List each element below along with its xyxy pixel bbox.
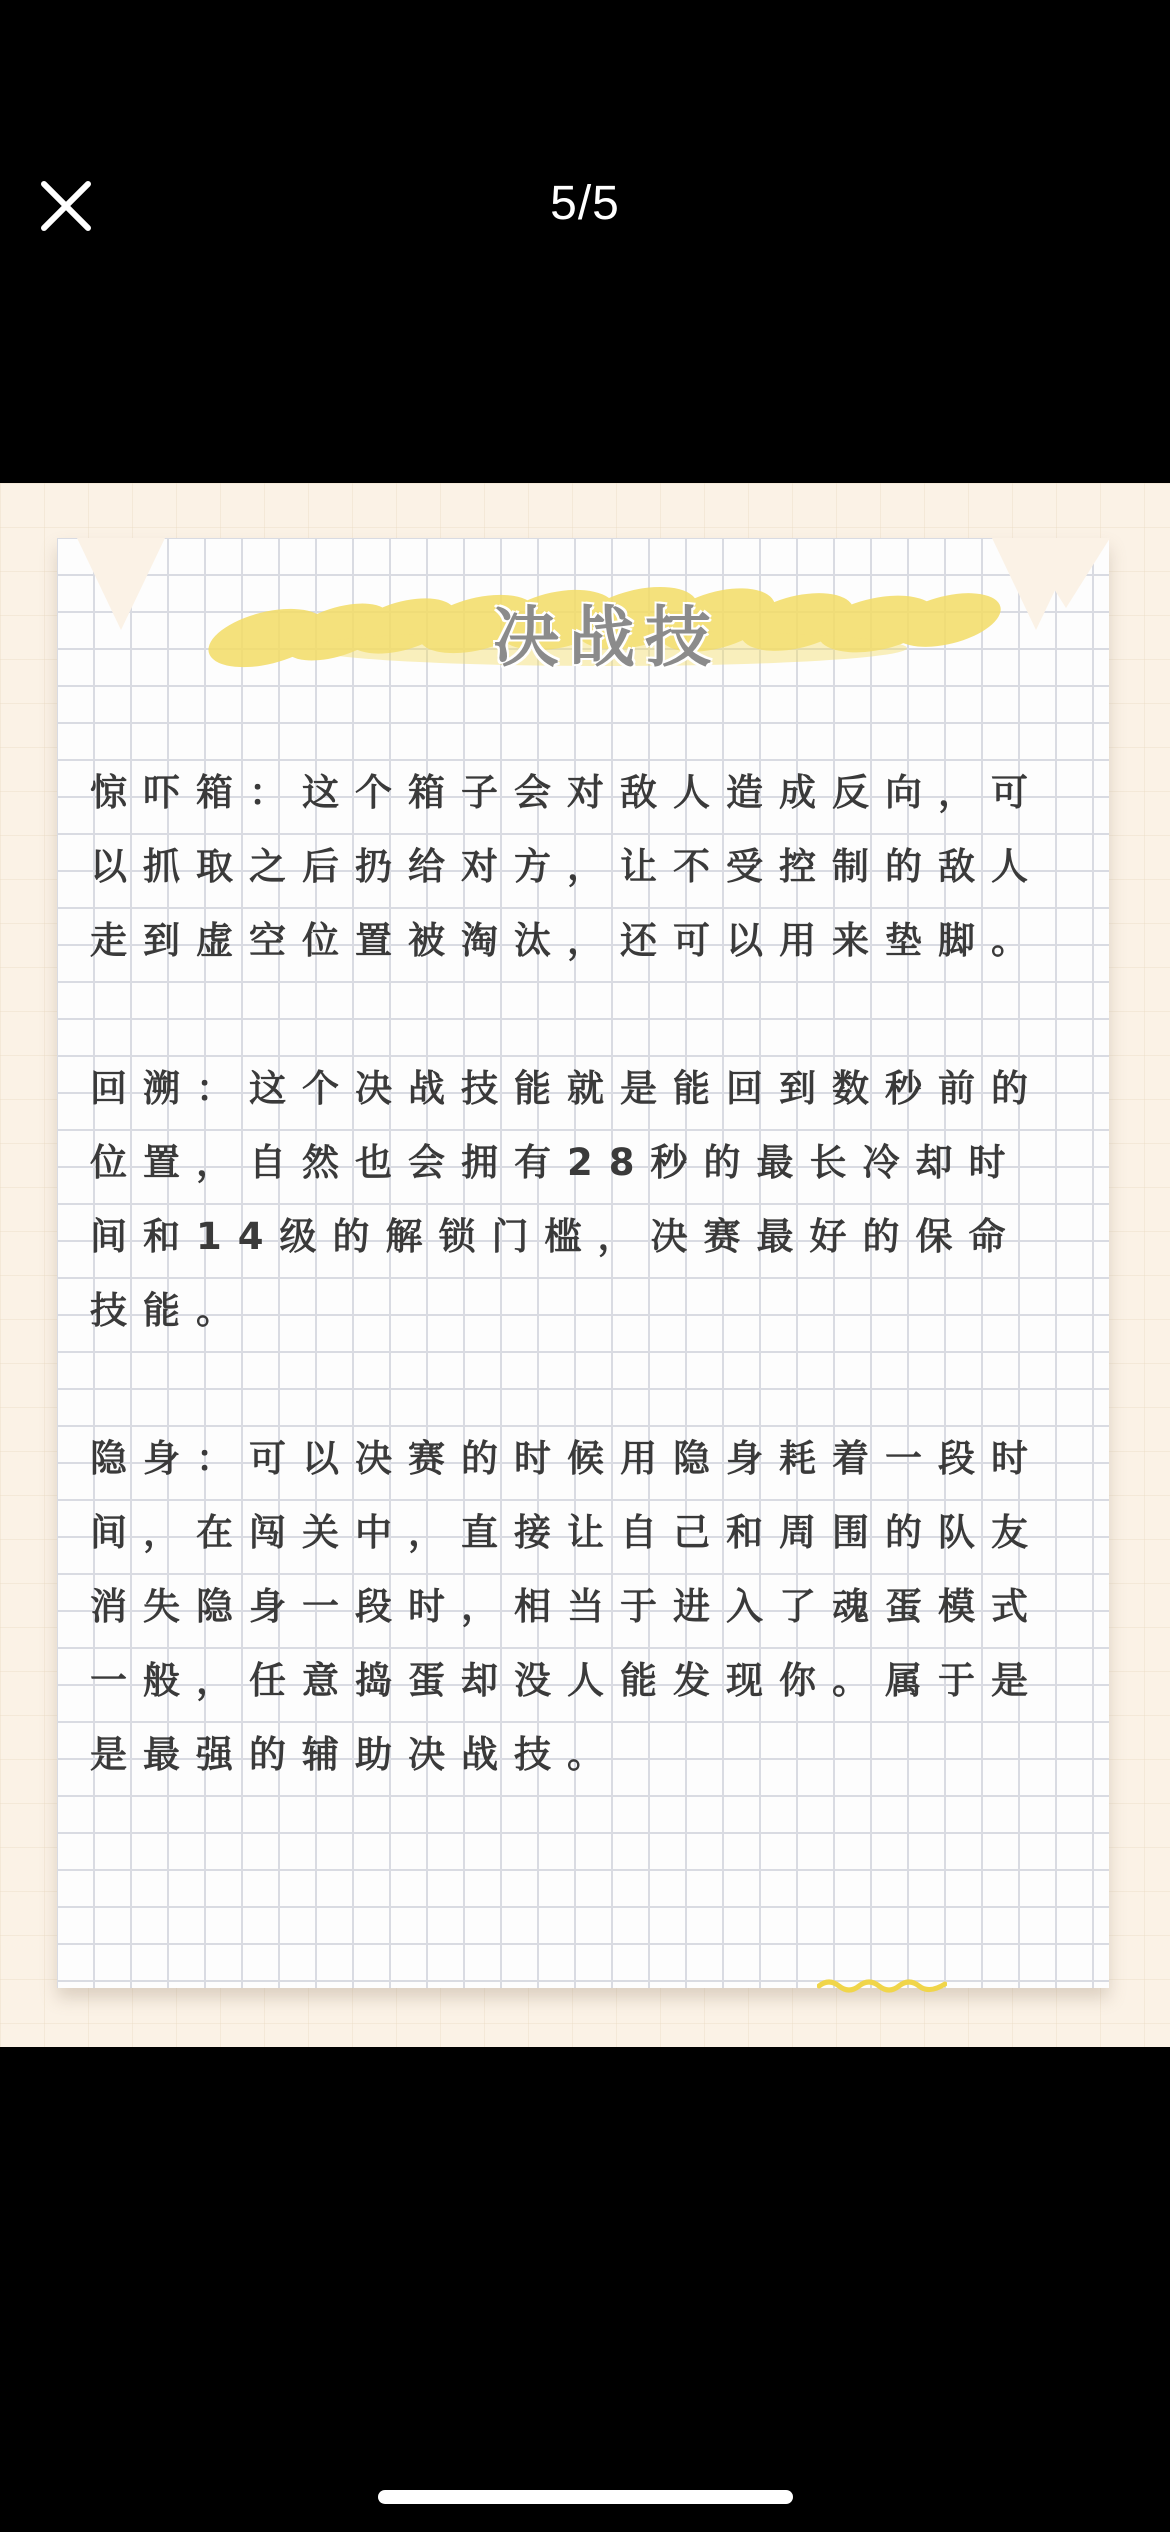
- paragraph-rewind: 回溯：这个决战技能就是能回到数秒前的位置，自然也会拥有28秒的最长冷却时间和14级的解锁门槛，决赛最好的保命技能。: [90, 1067, 1044, 1332]
- home-indicator[interactable]: [378, 2490, 793, 2504]
- grid-paper: [57, 538, 1109, 1988]
- image-content[interactable]: [0, 483, 1170, 2047]
- title-block: [187, 558, 1027, 708]
- paragraph-invisibility: 隐身：可以决赛的时候用隐身耗着一段时间，在闯关中，直接让自己和周围的队友消失隐身一段时，相当于进入了魂蛋模式一般，任意捣蛋却没人能发现你。属于是是最强的辅助决战技。: [90, 1437, 1044, 1776]
- decorative-squiggle: [817, 1974, 947, 1994]
- page-counter: 5/5: [550, 177, 620, 230]
- paper-notch-right-small: [1022, 538, 1110, 608]
- page-title: 决战技: [493, 599, 721, 676]
- article-body: [90, 756, 1060, 1866]
- paper-notch-left: [77, 538, 165, 630]
- paragraph-jumpscare-box: 惊吓箱：这个箱子会对敌人造成反向，可以抓取之后扔给对方，让不受控制的敌人走到虚空位置被淘汰，还可以用来垫脚。: [90, 771, 1044, 962]
